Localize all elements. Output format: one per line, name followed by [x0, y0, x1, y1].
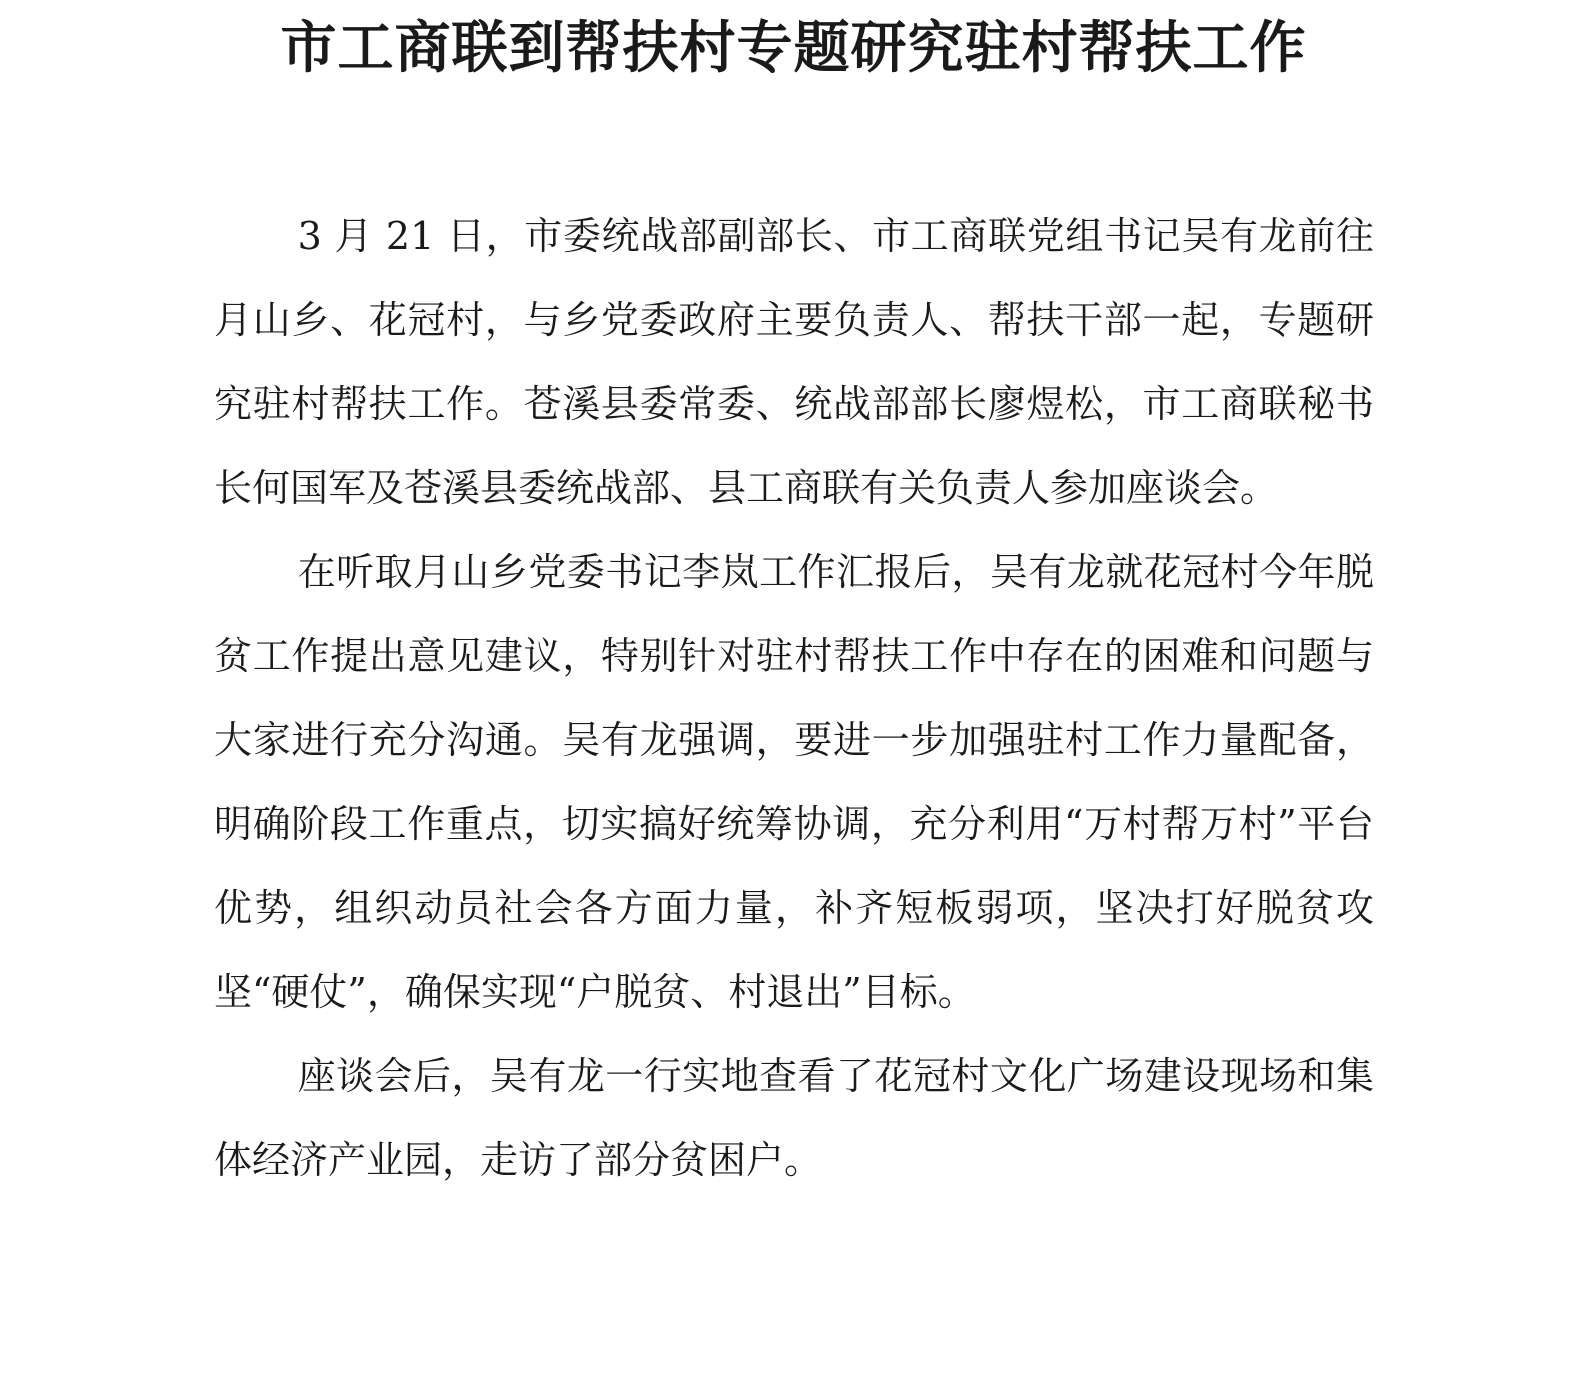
paragraph: 座谈会后，吴有龙一行实地查看了花冠村文化广场建设现场和集体经济产业园，走访了部分贫困户。	[214, 1054, 1374, 1182]
document-body	[214, 194, 1374, 1202]
paragraph: 在听取月山乡党委书记李岚工作汇报后，吴有龙就花冠村今年脱贫工作提出意见建议，特别针对驻村帮扶工作中存在的困难和问题与大家进行充分沟通。吴有龙强调，要进一步加强驻村工作力量配备，明确阶段工作重点，切实搞好统筹协调，充分利用“万村帮万村”平台优势，组织动员社会各方面力量，补齐短板弱项，坚决打好脱贫攻坚“硬仗”，确保实现“户脱贫、村退出”目标。	[214, 550, 1374, 1014]
document-title: 市工商联到帮扶村专题研究驻村帮扶工作	[280, 15, 1307, 81]
paragraph: 3 月 21 日，市委统战部副部长、市工商联党组书记吴有龙前往月山乡、花冠村，与乡党委政府主要负责人、帮扶干部一起，专题研究驻村帮扶工作。苍溪县委常委、统战部部长廖煜松，市工商联秘书长何国军及苍溪县委统战部、县工商联有关负责人参加座谈会。	[214, 214, 1374, 510]
